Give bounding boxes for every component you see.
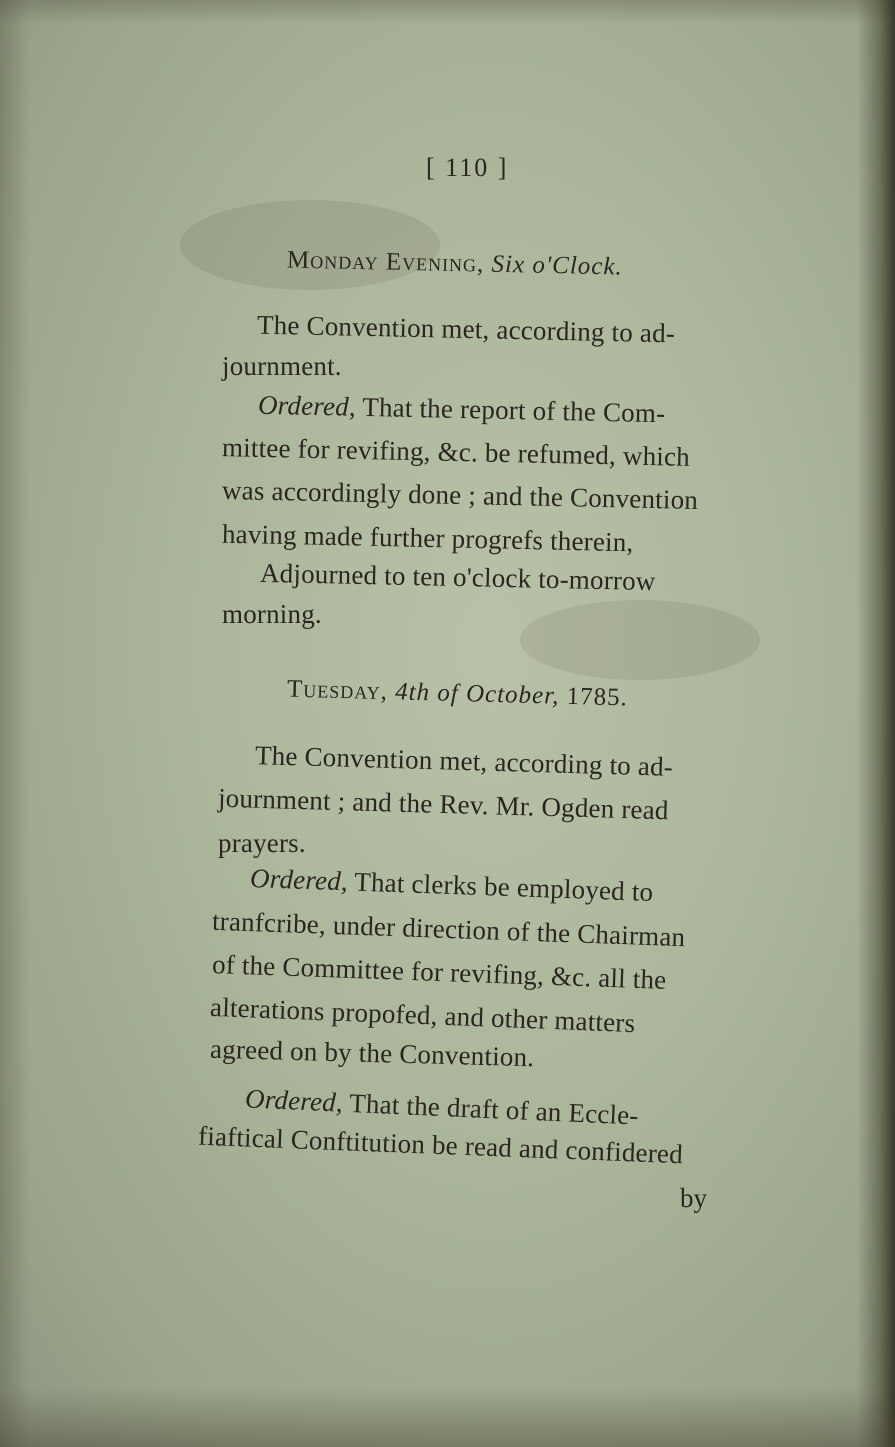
text-line: fiaftical Conftitution be read and confidered [197, 1120, 684, 1170]
heading-main: Tuesday, [286, 675, 389, 706]
ordered-label: Ordered, [257, 389, 357, 422]
text-line [258, 388, 666, 431]
section-heading-tuesday [287, 676, 629, 713]
section-heading-monday [287, 246, 623, 281]
text-line-rest: That the report of the Com- [362, 391, 666, 429]
text-line-rest: That clerks be employed to [353, 866, 654, 908]
heading-italic: 4th of October, [394, 678, 560, 710]
text-line: agreed on by the Convention. [209, 1033, 535, 1073]
text-line: of the Committee for revifing, &c. all the [211, 949, 667, 995]
text-line-rest: That the draft of an Eccle- [348, 1087, 640, 1131]
heading-main: Monday Evening, [286, 246, 485, 278]
text-line: mittee for revifing, &c. be refumed, which [221, 432, 691, 472]
heading-year: 1785. [566, 682, 629, 712]
text-line: journment. [222, 351, 342, 381]
text-line: was accordingly done ; and the Convention [221, 475, 699, 515]
text-line: alterations propofed, and other matters [209, 991, 636, 1039]
page-number: [ 110 ] [426, 153, 509, 182]
text-line: The Convention met, according to ad- [254, 740, 674, 782]
text-line: morning. [222, 599, 322, 629]
text-line: journment ; and the Rev. Mr. Ogden read [217, 782, 670, 826]
ordered-label: Ordered, [244, 1083, 344, 1118]
text-line: tranfcribe, under direction of the Chairman [211, 905, 686, 953]
text-line: having made further progrefs therein, [221, 518, 634, 558]
text-line [250, 861, 654, 909]
text-line: prayers. [218, 828, 306, 858]
text-line: The Convention met, according to ad- [256, 309, 676, 349]
heading-italic: Six o'Clock. [491, 250, 624, 281]
catchword: by [680, 1183, 707, 1213]
text-line: Adjourned to ten o'clock to-morrow [259, 557, 656, 597]
ordered-label: Ordered, [249, 862, 349, 897]
